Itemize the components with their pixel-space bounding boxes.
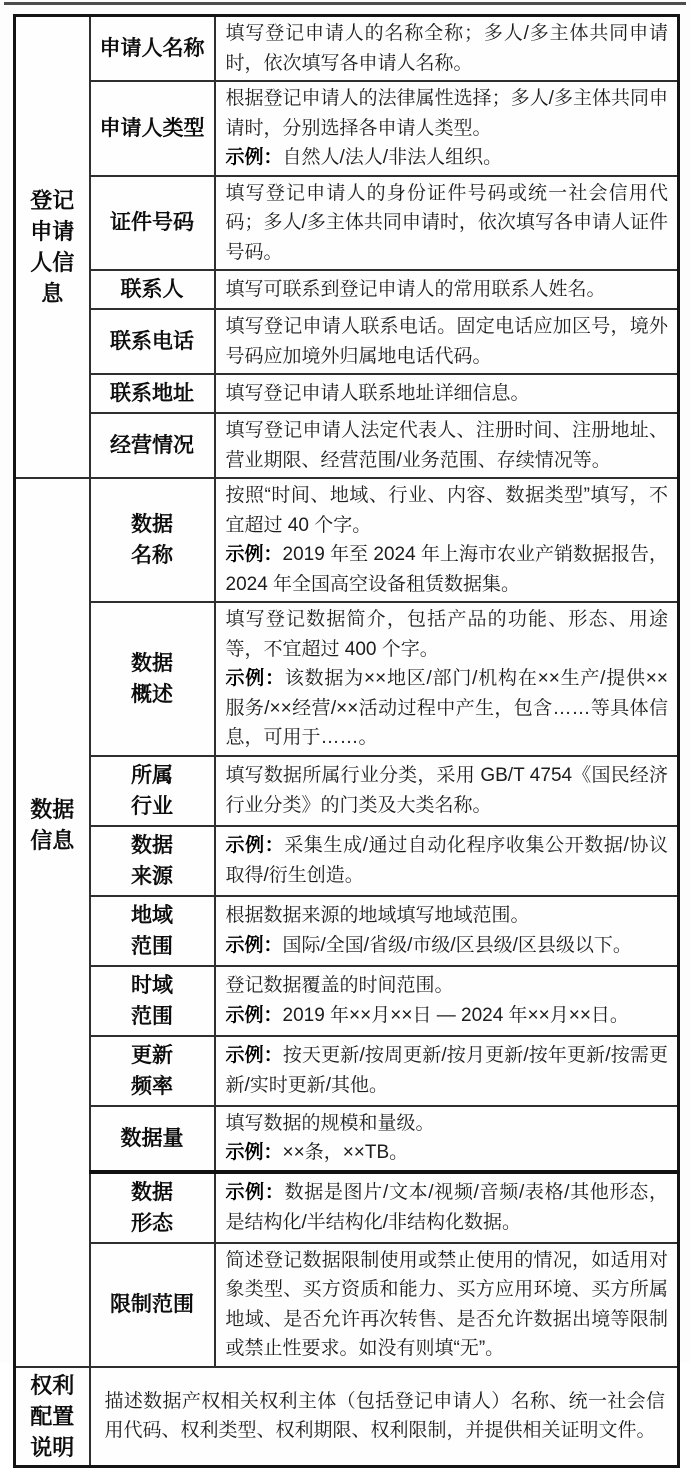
section-label-applicant-info [15, 16, 90, 479]
field-name-line: 联系电话 [110, 330, 194, 353]
table-row [15, 1036, 679, 1106]
cropped-table-edge [4, 2, 686, 5]
field-name-cell [90, 966, 215, 1036]
description-text: 填写数据的规模和量级。 [225, 1112, 435, 1134]
field-name-line: 更新 [131, 1043, 173, 1067]
section-label-data-info [15, 478, 90, 1172]
registration-fields-table [13, 14, 680, 1468]
field-name-line: 概述 [131, 682, 173, 706]
field-name-line: 申请人名称 [99, 37, 205, 60]
description-cell [215, 896, 679, 966]
field-name-line: 所属 [131, 763, 173, 787]
field-name-cell [90, 478, 215, 602]
table-row [15, 478, 679, 602]
example-label: 示例： [225, 147, 283, 168]
section-label-line: 权利 [30, 1372, 75, 1398]
section-label-line: 配置 [30, 1403, 75, 1429]
section-label-line: 数据 [30, 797, 75, 823]
field-name-line: 范围 [131, 934, 173, 958]
field-name-line: 数据 [131, 833, 173, 857]
example-label: 示例： [225, 1004, 283, 1026]
description-text: 自然人/法人/非法人组织。 [282, 147, 503, 168]
field-name-line: 形态 [131, 1211, 173, 1235]
field-name-cell [90, 756, 215, 826]
example-label: 示例： [225, 835, 285, 856]
description-paragraph [226, 1001, 669, 1031]
description-text: ××条，××TB。 [282, 1142, 409, 1163]
field-name-cell [90, 1243, 215, 1367]
field-name-cell [90, 81, 215, 176]
field-name-line: 名称 [131, 544, 173, 567]
description-paragraph [226, 1138, 669, 1168]
merged-description-cell [90, 1367, 679, 1467]
description-cell [215, 1036, 679, 1106]
description-paragraph [226, 481, 669, 540]
field-name-line: 数据量 [120, 1126, 184, 1150]
description-cell [215, 756, 679, 826]
example-label: 示例： [225, 1182, 285, 1203]
field-name-line: 联系人 [120, 278, 184, 301]
table-row [15, 270, 679, 309]
description-text: 简述登记数据限制使用或禁止使用的情况，如适用对象类型、买方资质和能力、买方应用环境、买方所属地域、是否允许再次转售、是否允许数据出境等限制或禁止性要求。如没有则填“无”。 [225, 1249, 668, 1359]
description-text: 根据登记申请人的法律属性选择；多人/多主体共同申请时，分别选择各申请人类型。 [225, 88, 668, 139]
table-row [15, 413, 679, 478]
field-name-line: 申请人类型 [99, 116, 205, 140]
field-name-line: 行业 [131, 794, 173, 818]
field-name-cell [90, 270, 215, 309]
description-paragraph [226, 379, 669, 409]
description-paragraph [226, 416, 669, 475]
description-cell [215, 270, 679, 309]
field-name-line: 数据 [131, 1180, 173, 1204]
description-text: 填写登记申请人的名称全称；多人/多主体共同申请时，依次填写各申请人名称。 [225, 23, 668, 74]
description-cell [215, 478, 679, 602]
description-paragraph [226, 901, 669, 931]
description-cell [215, 826, 679, 896]
description-paragraph [226, 1109, 669, 1139]
description-paragraph [226, 179, 669, 268]
description-cell [215, 309, 679, 374]
description-text: 填写登记数据简介，包括产品的功能、形态、用途等，不宜超过 400 个字。 [225, 609, 668, 660]
description-text: 2019 年××月××日 — 2024 年××月××日。 [282, 1004, 629, 1026]
description-paragraph [226, 275, 669, 305]
description-cell [215, 16, 679, 82]
field-name-line: 地域 [131, 903, 173, 927]
description-text: 采集生成/通过自动化程序收集公开数据/协议取得/衍生创造。 [225, 835, 668, 886]
description-paragraph [226, 143, 669, 173]
table-row [15, 1106, 679, 1172]
example-label: 示例： [225, 668, 285, 689]
field-name-cell [90, 1172, 215, 1243]
description-paragraph [226, 971, 669, 1001]
description-text: 填写登记申请人法定代表人、注册时间、注册地址、营业期限、经营范围/业务范围、存续情况等。 [225, 420, 668, 471]
description-paragraph [226, 931, 669, 961]
description-paragraph [226, 19, 669, 78]
description-cell [215, 374, 679, 413]
table-row [15, 966, 679, 1036]
section-label-line: 登记 [30, 188, 75, 213]
section-label-line: 申请 [30, 219, 75, 244]
field-name-line: 范围 [131, 1004, 173, 1028]
section-label-line: 说明 [30, 1434, 75, 1460]
description-text: 国际/全国/省级/市级/区县级/区县级以下。 [282, 934, 632, 956]
description-paragraph [226, 605, 669, 664]
example-label: 示例： [225, 1142, 283, 1163]
description-paragraph [105, 1387, 666, 1446]
description-paragraph [226, 1246, 669, 1364]
description-paragraph [226, 540, 669, 599]
description-text: 登记数据覆盖的时间范围。 [225, 975, 454, 996]
field-name-cell [90, 1106, 215, 1172]
section-label-line: 息 [41, 281, 64, 306]
description-cell [215, 1172, 679, 1243]
field-name-cell [90, 16, 215, 82]
description-cell [215, 1243, 679, 1367]
field-name-line: 数据 [131, 513, 173, 536]
field-name-line: 时域 [131, 973, 173, 997]
description-text: 根据数据来源的地域填写地域范围。 [225, 905, 530, 926]
example-label: 示例： [225, 934, 283, 956]
table-row [15, 81, 679, 176]
description-cell [215, 602, 679, 756]
table-row [15, 602, 679, 756]
field-name-cell [90, 374, 215, 413]
table-row [15, 826, 679, 896]
description-paragraph [226, 312, 669, 371]
field-name-cell [90, 309, 215, 374]
description-text: 数据是图片/文本/视频/音频/表格/其他形态，是结构化/半结构化/非结构化数据。 [225, 1182, 668, 1233]
description-cell [215, 966, 679, 1036]
section-label-line: 信息 [30, 828, 75, 854]
field-name-line: 来源 [131, 864, 173, 888]
section-label-line: 人信 [30, 250, 75, 275]
table-row [15, 176, 679, 271]
description-text: 按照“时间、地域、行业、内容、数据类型”填写，不宜超过 40 个字。 [225, 485, 668, 536]
section-label-data-info-continued [15, 1172, 90, 1367]
description-text: 填写可联系到登记申请人的常用联系人姓名。 [225, 278, 606, 300]
field-name-line: 证件号码 [110, 211, 194, 235]
table-row [15, 16, 679, 82]
table-row [15, 374, 679, 413]
section-label-rights-config [15, 1367, 90, 1467]
field-name-cell [90, 896, 215, 966]
table-row [15, 1367, 679, 1467]
table-row [15, 896, 679, 966]
table-body [15, 16, 679, 1467]
description-paragraph [226, 1041, 669, 1100]
description-text: 填写登记申请人联系电话。固定电话应加区号，境外号码应加境外归属地电话代码。 [225, 316, 668, 367]
field-name-line: 联系地址 [110, 382, 194, 405]
description-paragraph [226, 664, 669, 753]
description-text: 按天更新/按周更新/按月更新/按年更新/按需更新/实时更新/其他。 [225, 1045, 668, 1096]
field-name-cell [90, 413, 215, 478]
description-text: 填写登记申请人联系地址详细信息。 [225, 382, 530, 404]
table-row [15, 1172, 679, 1243]
field-name-cell [90, 176, 215, 271]
field-name-cell [90, 602, 215, 756]
description-text: 描述数据产权相关权利主体（包括登记申请人）名称、统一社会信用代码、权利类型、权利期限、权利限制，并提供相关证明文件。 [104, 1390, 665, 1441]
field-name-line: 限制范围 [110, 1293, 194, 1316]
table-row [15, 1243, 679, 1367]
description-cell [215, 81, 679, 176]
example-label: 示例： [225, 544, 283, 565]
field-name-line: 数据 [131, 651, 173, 675]
description-text: 填写登记申请人的身份证件号码或统一社会信用代码；多人/多主体共同申请时，依次填写各申请人证件号码。 [225, 182, 668, 263]
description-cell [215, 176, 679, 271]
field-name-cell [90, 826, 215, 896]
field-name-line: 频率 [131, 1074, 173, 1098]
description-paragraph [226, 84, 669, 143]
description-cell [215, 1106, 679, 1172]
description-text: 填写数据所属行业分类，采用 GB/T 4754《国民经济行业分类》的门类及大类名称。 [225, 765, 668, 816]
table-row [15, 309, 679, 374]
table-row [15, 756, 679, 826]
description-text: 该数据为××地区/部门/机构在××生产/提供××服务/××经营/××活动过程中产生，包含……等具体信息，可用于……。 [225, 668, 668, 748]
field-name-line: 经营情况 [110, 434, 194, 457]
example-label: 示例： [225, 1045, 283, 1066]
description-paragraph [226, 831, 669, 890]
description-text: 2019 年至 2024 年上海市农业产销数据报告，2024 年全国高空设备租赁数据集。 [225, 544, 668, 595]
description-cell [215, 413, 679, 478]
description-paragraph [226, 1178, 669, 1237]
field-name-cell [90, 1036, 215, 1106]
description-paragraph [226, 761, 669, 820]
